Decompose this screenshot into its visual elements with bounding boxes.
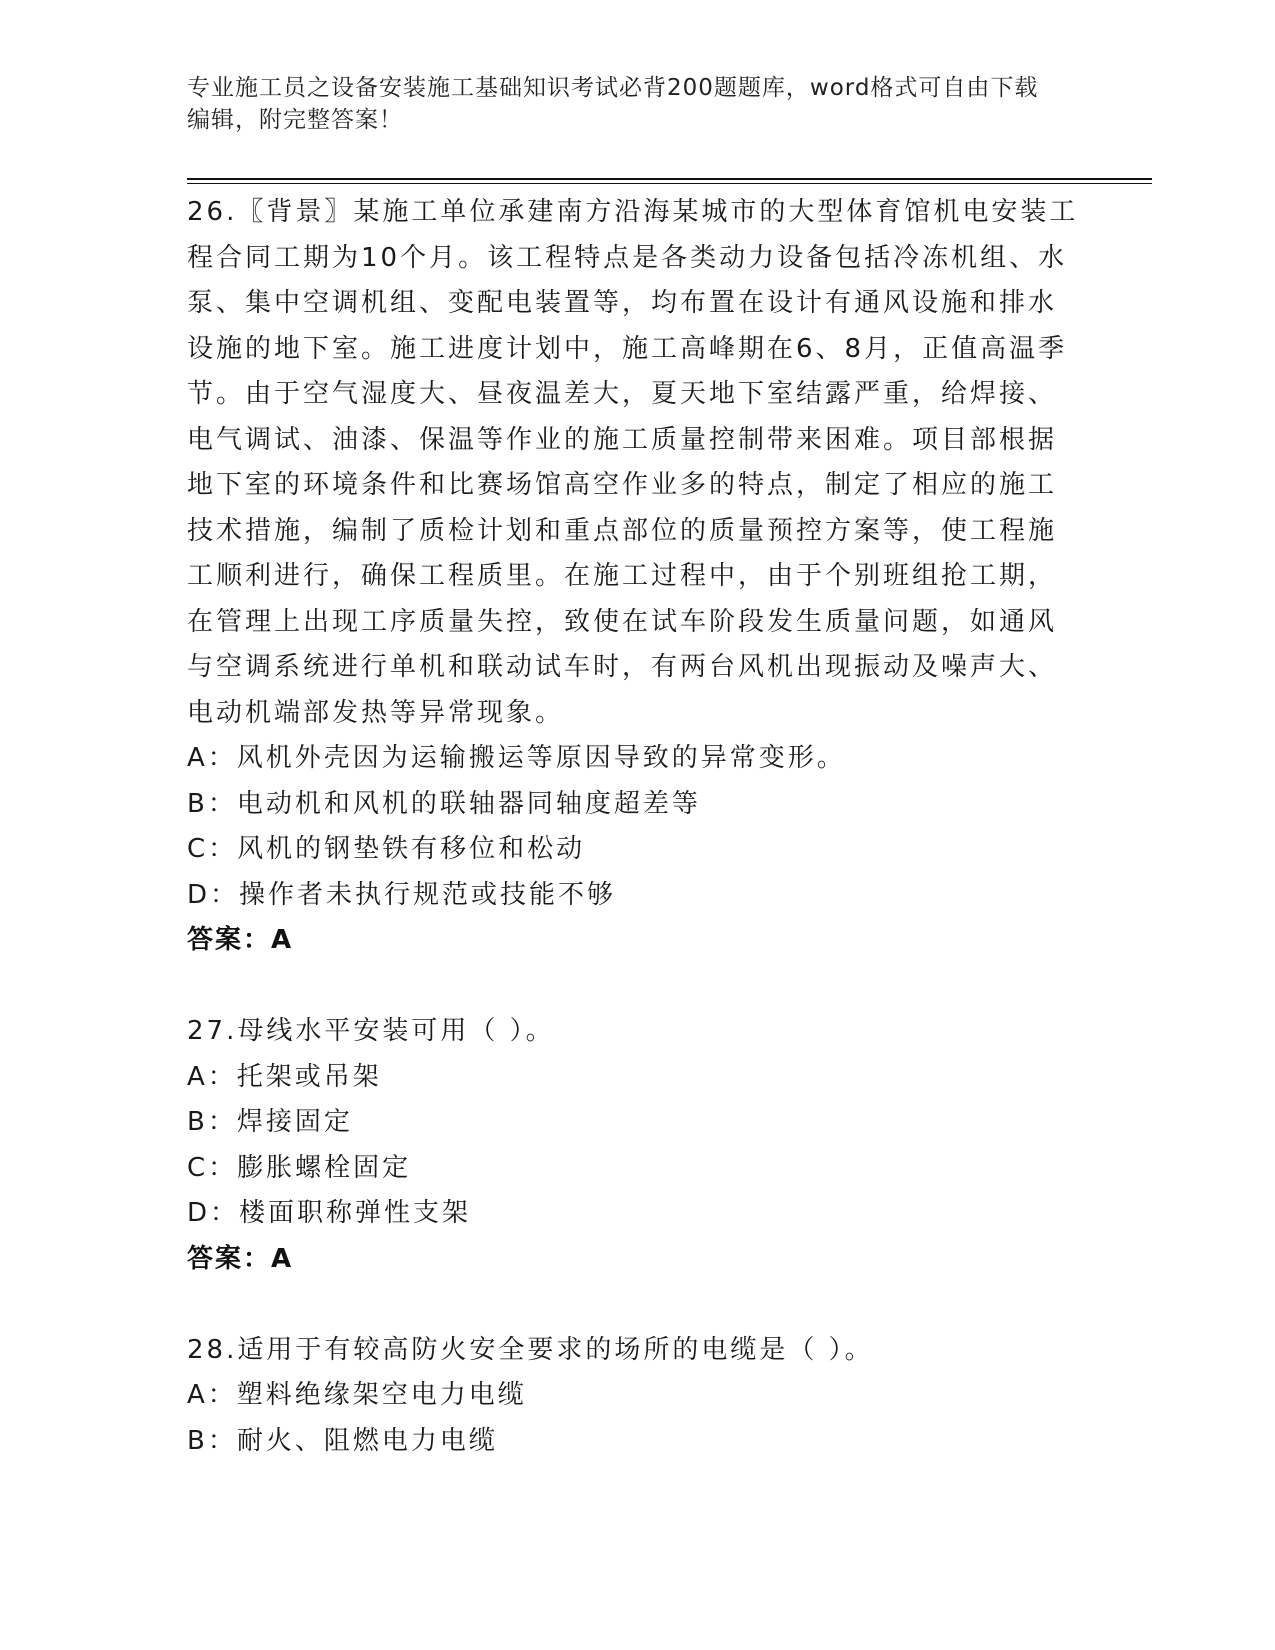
question-27 (187, 1009, 1082, 1282)
option-b: B：电动机和风机的联轴器同轴度超差等 (187, 788, 701, 819)
question-stem: 27.母线水平安装可用（ ）。 (187, 1016, 555, 1046)
question-stem: 28.适用于有较高防火安全要求的场所的电缆是（ ）。 (187, 1334, 874, 1365)
option-b: B：焊接固定 (187, 1107, 353, 1137)
header-line-2: 编辑，附完整答案！ (187, 107, 403, 133)
option-a: A：风机外壳因为运输搬运等原因导致的异常变形。 (187, 743, 846, 773)
answer-line: 答案：A (187, 925, 294, 955)
question-26 (187, 190, 1082, 964)
option-c: C：风机的钢垫铁有移位和松动 (187, 834, 586, 864)
question-28 (187, 1328, 1082, 1465)
header-line-1: 专业施工员之设备安装施工基础知识考试必背200题题库，word格式可自由下载 (187, 75, 1039, 101)
question-stem: 26.〖背景〗某施工单位承建南方沿海某城市的大型体育馆机电安装工程合同工期为10个月。该工程特点是各类动力设备包括冷冻机组、水泵、集中空调机组、变配电装置等，均布置在设计有通风设施和排水设施的地下室。施工进度计划中，施工高峰期在6、8月，正值高温季节。由于空气湿度大、昼夜温差大，夏天地下室结露严重，给焊接、电气调试、油漆、保温等作业的施工质量控制带来困难。项目部根据地下室的环境条件和比赛场馆高空作业多的特点，制定了相应的施工技术措施，编制了质检计划和重点部位的质量预控方案等，使工程施工顺利进行，确保工程质里。在施工过程中，由于个别班组抢工期，在管理上出现工序质量失控，致使在试车阶段发生质量问题，如通风与空调系统进行单机和联动试车时，有两台风机出现振动及噪声大、电动机端部发热等异常现象。 (187, 197, 1079, 728)
question-spacer (187, 1282, 1082, 1328)
document-header (187, 72, 1067, 136)
option-d: D：楼面职称弹性支架 (187, 1198, 472, 1228)
option-d: D：操作者未执行规范或技能不够 (187, 879, 617, 910)
question-spacer (187, 964, 1082, 1010)
header-rule-thin (187, 183, 1152, 184)
answer-line: 答案：A (187, 1243, 294, 1274)
header-rule-thick (187, 178, 1152, 180)
option-a: A：托架或吊架 (187, 1061, 382, 1092)
question-list (187, 190, 1082, 1464)
option-b: B：耐火、阻燃电力电缆 (187, 1425, 498, 1456)
option-c: C：膨胀螺栓固定 (187, 1152, 412, 1183)
option-a: A：塑料绝缘架空电力电缆 (187, 1380, 527, 1410)
